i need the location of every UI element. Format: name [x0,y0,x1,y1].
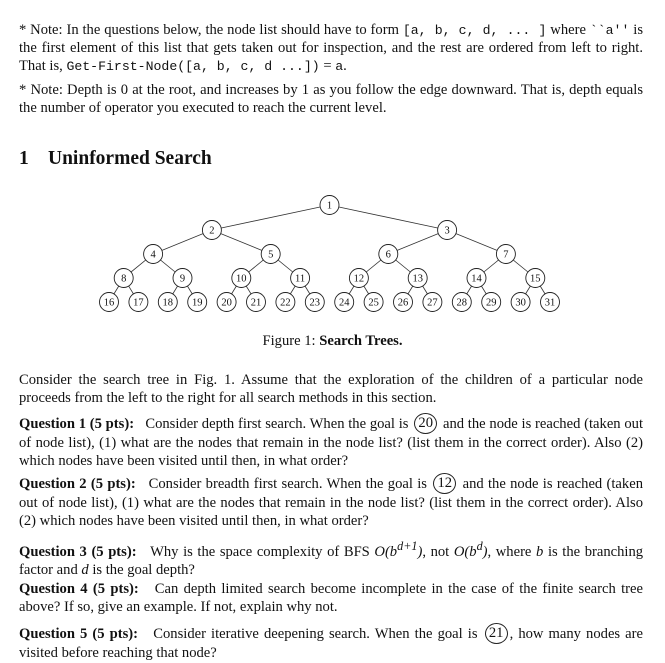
note-paragraph: * Note: Depth is 0 at the root, and increases by 1 as you follow the edge downward. That is, depth equals the number of operator you executed to reach the current level. [19,82,643,116]
note-depth [19,82,643,118]
math-var-b: b [536,543,544,560]
tree-edges [109,205,550,302]
tree-edge [330,205,448,230]
question-label: Question 1 (5 pts): [19,415,135,432]
tree-node-8 [114,269,133,288]
tree-node-22 [276,293,295,312]
tree-node-15 [526,269,545,288]
tree-node-31 [541,293,560,312]
tree-node-18 [158,293,177,312]
tree-node-label: 29 [485,297,497,309]
tree-node-2 [202,221,221,240]
code-node-list: [a, b, c, d, ... ] [402,23,547,38]
tree-node-28 [452,293,471,312]
goal-node-circle: 20 [414,413,437,434]
tree-node-label: 21 [250,297,262,309]
tree-node-30 [511,293,530,312]
tree-node-label: 5 [268,249,274,261]
tree-node-label: 16 [103,297,115,309]
question-label: Question 3 (5 pts): [19,543,137,560]
tree-node-4 [144,245,163,264]
tree-node-label: 30 [515,297,526,309]
goal-node-circle: 21 [485,623,508,644]
tree-node-26 [394,293,413,312]
tree-node-label: 8 [121,273,127,285]
tree-node-label: 9 [179,273,186,285]
tree-node-21 [247,293,266,312]
note-search-order [19,22,643,75]
tree-edge [212,205,330,230]
tree-node-11 [291,269,310,288]
tree-node-16 [100,293,119,312]
tree-node-label: 24 [338,297,350,309]
figure-title: Search Trees. [319,333,403,349]
tree-node-label: 25 [368,297,379,309]
tree-node-label: 23 [309,297,321,309]
question-5: Question 5 (5 pts): Consider iterative deepening search. When the goal is 21 , how many nodes are visited before reaching that node? [19,625,643,661]
tree-node-1 [320,196,339,215]
tree-node-17 [129,293,148,312]
question-label: Question 2 (5 pts): [19,475,136,492]
math-bfs-complexity: $O(b^{d+1})$ [374,539,423,560]
goal-node-circle: 12 [433,473,456,494]
math-alt-complexity: $O(b^d)$ [453,539,488,560]
tree-node-9 [173,269,192,288]
tree-node-label: 26 [397,297,409,309]
question-2: Question 2 (5 pts): Consider breadth first search. When the goal is 12 and the node is reached (taken out of node list), (1) what are the nodes that remain in the node list? (list them in the correct order). Also (2) which nodes have been visited until then, in what order? [19,475,643,529]
tree-node-label: 17 [133,297,144,309]
tree-node-23 [305,293,324,312]
section-number: 1 [19,148,29,169]
question-4: Question 4 (5 pts): Can depth limited search become incomplete in the case of the finite search tree above? If so, give an example. If not, explain why not. [19,581,643,615]
tree-node-label: 11 [295,273,306,285]
section-title: Uninformed Search [48,148,212,169]
question-label: Question 4 (5 pts): [19,581,139,597]
tree-node-label: 22 [280,297,291,309]
tree-node-27 [423,293,442,312]
tree-node-24 [335,293,354,312]
code-result: a [335,58,344,74]
math-var-d: d [81,561,89,578]
tree-node-label: 7 [503,249,509,261]
code-first-element: ``a'' [589,23,630,38]
tree-node-25 [364,293,383,312]
tree-node-6 [379,245,398,264]
tree-node-20 [217,293,236,312]
tree-node-13 [408,269,427,288]
tree-node-10 [232,269,251,288]
tree-node-19 [188,293,207,312]
tree-node-label: 15 [530,273,541,285]
code-get-first-node: Get-First-Node([a, b, c, d ...]) [66,58,320,74]
tree-node-label: 31 [544,297,556,309]
section-heading [19,147,212,171]
note-star: * [19,22,27,38]
question-1: Question 1 (5 pts): Consider depth first search. When the goal is 20 and the node is reached (taken out of node list), (1) what are the nodes that remain in the node list? (list them in the correct order). Also (2) which nodes have been visited until then, in what order? [19,415,643,469]
question-3: Question 3 (5 pts): Why is the space complexity of BFS $O(b^{d+1})$, not $O(b^d)$, where b is the branching factor and d is the goal depth? [19,539,644,578]
tree-node-label: 27 [427,297,438,309]
tree-node-label: 4 [150,249,156,261]
tree-node-label: 13 [412,273,423,285]
tree-node-5 [261,245,280,264]
tree-node-label: 3 [444,225,450,237]
tree-node-14 [467,269,486,288]
tree-node-label: 14 [471,273,482,285]
tree-node-label: 10 [236,273,247,285]
note-paragraph: * Note: In the questions below, the node list should have to form [a, b, c, d, ... ] where ``a'' is the first element of this list that gets taken out for inspection, and the rest are ordered from left to right. That is, Get-First-Node([a, b, c, d ...]) = a. [19,22,643,74]
tree-node-label: 6 [385,249,391,261]
tree-node-label: 2 [209,225,215,237]
tree-node-label: 28 [456,297,468,309]
figure-caption [0,333,665,351]
question-label: Question 5 (5 pts): [19,625,139,642]
tree-node-label: 18 [162,297,174,309]
tree-node-29 [482,293,501,312]
tree-node-label: 19 [191,297,203,309]
intro-paragraph: Consider the search tree in Fig. 1. Assume that the exploration of the children of a particular node proceeds from the left to the right for all search methods in this section. [19,372,643,406]
note-star: * [19,82,27,98]
figure-label: Figure 1: [262,333,316,349]
tree-node-label: 12 [353,273,365,285]
search-tree-figure [0,190,665,320]
tree-node-12 [349,269,368,288]
tree-node-7 [496,245,515,264]
tree-node-label: 1 [326,200,333,212]
tree-node-label: 20 [221,297,232,309]
tree-node-3 [438,221,457,240]
